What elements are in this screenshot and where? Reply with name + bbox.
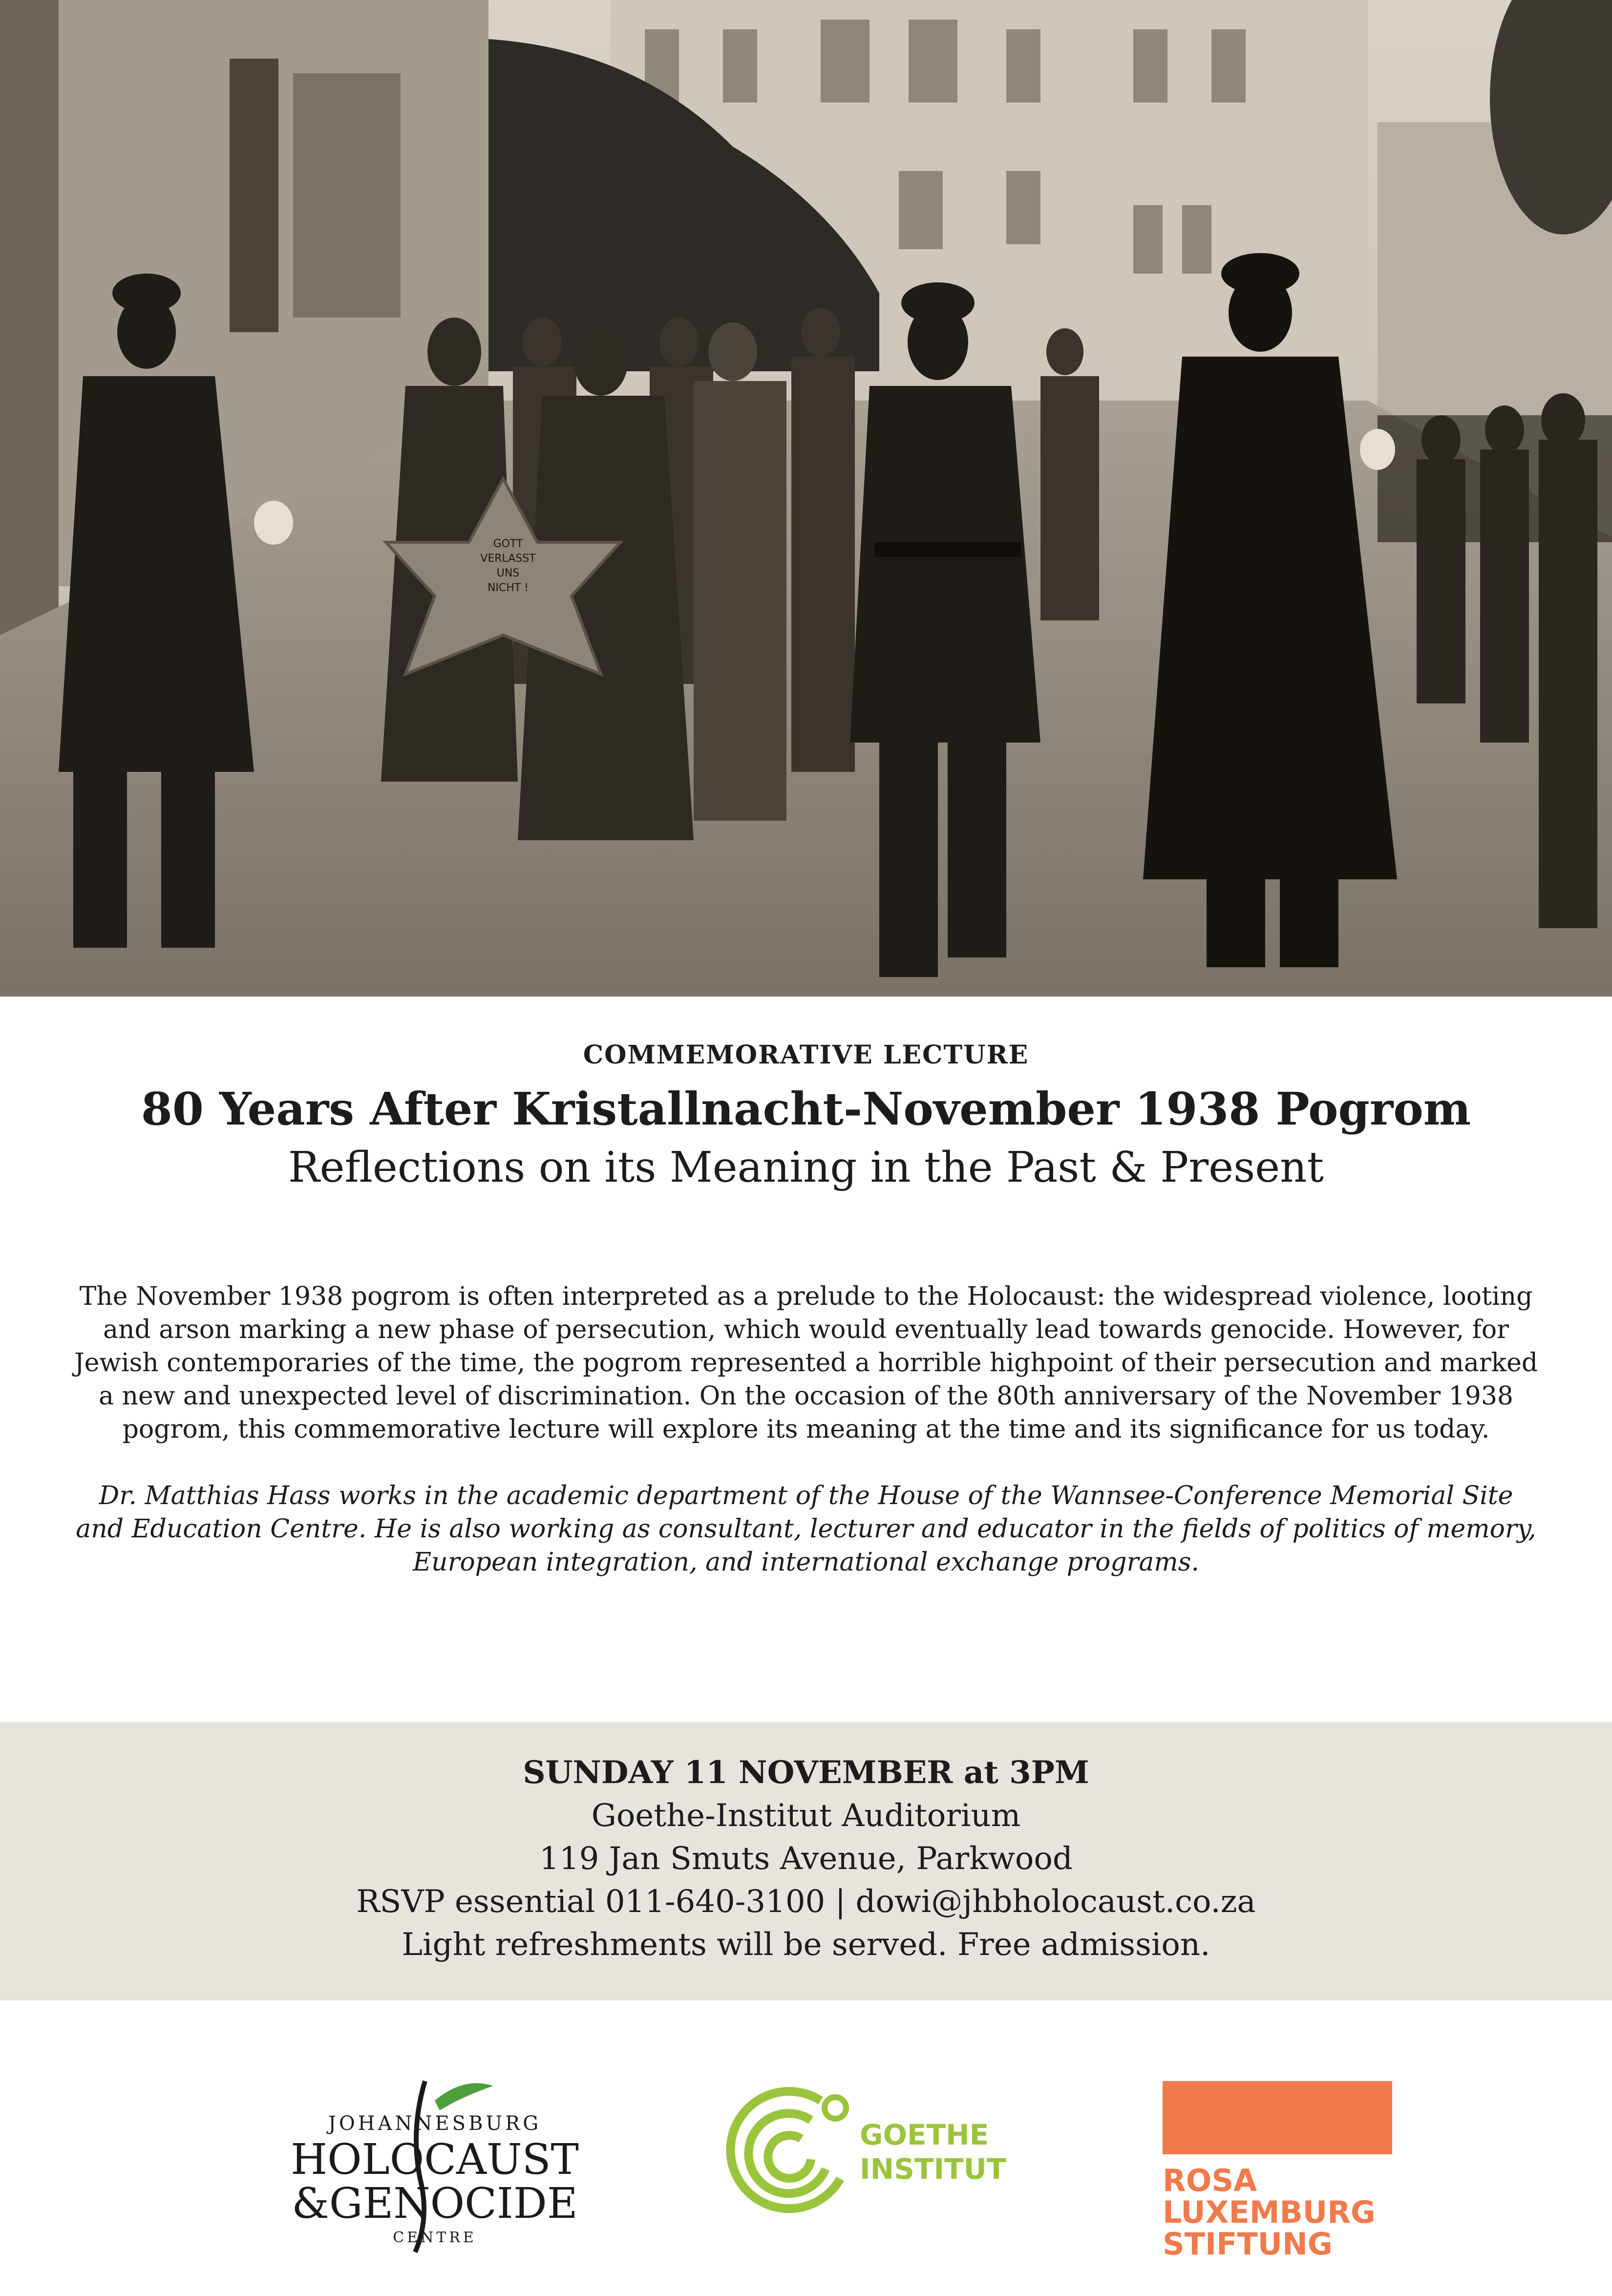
goethe-line-2: INSTITUT bbox=[860, 2152, 1006, 2186]
star-text-2: VERLASST bbox=[480, 553, 536, 565]
rosa-block-icon bbox=[1163, 2081, 1392, 2154]
kicker: COMMEMORATIVE LECTURE bbox=[583, 1040, 1029, 1070]
title-block bbox=[0, 1036, 1612, 1197]
rosa-line-3: STIFTUNG bbox=[1163, 2226, 1333, 2262]
historical-photo bbox=[0, 0, 1612, 997]
page-subtitle: Reflections on its Meaning in the Past & Present bbox=[288, 1143, 1324, 1192]
goethe-dot-icon bbox=[825, 2097, 846, 2119]
jhb-line-3: &GENOCIDE bbox=[292, 2179, 578, 2228]
rosa-line-1: ROSA bbox=[1163, 2163, 1257, 2198]
goethe-line-1: GOETHE bbox=[860, 2118, 989, 2151]
jhb-holocaust-centre-logo bbox=[288, 2071, 581, 2257]
event-address: 119 Jan Smuts Avenue, Parkwood bbox=[539, 1841, 1073, 1877]
leaf-icon bbox=[435, 2083, 493, 2110]
star-text-1: GOTT bbox=[493, 538, 523, 550]
page-title: 80 Years After Kristallnacht-November 1938 Pogrom bbox=[141, 1083, 1471, 1135]
star-text-4: NICHT ! bbox=[487, 582, 529, 594]
sponsor-logos bbox=[0, 2027, 1612, 2262]
goethe-institut-logo bbox=[718, 2081, 1021, 2218]
body-text bbox=[73, 1280, 1539, 1612]
description-paragraph: The November 1938 pogrom is often interpreted as a prelude to the Holocaust: the widespread violence, looting and arson marking a new phase of persecution, which would eventually lead towards genocide. However, for Jewish contemporaries of the time, the pogrom represented a horrible highpoint of their persecution and marked a new and unexpected level of discrimination. On the occasion of the 80th anniversary of the November 1938 pogrom, this commemorative lecture will explore its meaning at the time and its significance for us today. bbox=[74, 1282, 1538, 1444]
event-details-box bbox=[0, 1722, 1612, 2000]
procession-photo-illustration bbox=[0, 0, 1612, 997]
event-rsvp: RSVP essential 011-640-3100 | dowi@jhbholocaust.co.za bbox=[356, 1884, 1256, 1920]
event-note: Light refreshments will be served. Free admission. bbox=[402, 1927, 1210, 1963]
star-text-3: UNS bbox=[496, 567, 520, 579]
event-venue: Goethe-Institut Auditorium bbox=[591, 1798, 1021, 1834]
speaker-bio: Dr. Matthias Hass works in the academic department of the House of the Wannsee-Conference Memorial Site and Education Centre. He is also working as consultant, lecturer and educator in the fields of politics of memory, European integration, and international exchange programs. bbox=[76, 1481, 1536, 1577]
rosa-luxemburg-stiftung-logo bbox=[1163, 2081, 1392, 2262]
rosa-line-2: LUXEMBURG bbox=[1163, 2194, 1376, 2230]
jhb-line-4: CENTRE bbox=[393, 2229, 477, 2246]
jhb-line-1: JOHANNESBURG bbox=[328, 2112, 542, 2135]
jhb-line-2: HOLOCAUST bbox=[291, 2135, 579, 2184]
event-date-time: SUNDAY 11 NOVEMBER at 3PM bbox=[523, 1754, 1089, 1791]
